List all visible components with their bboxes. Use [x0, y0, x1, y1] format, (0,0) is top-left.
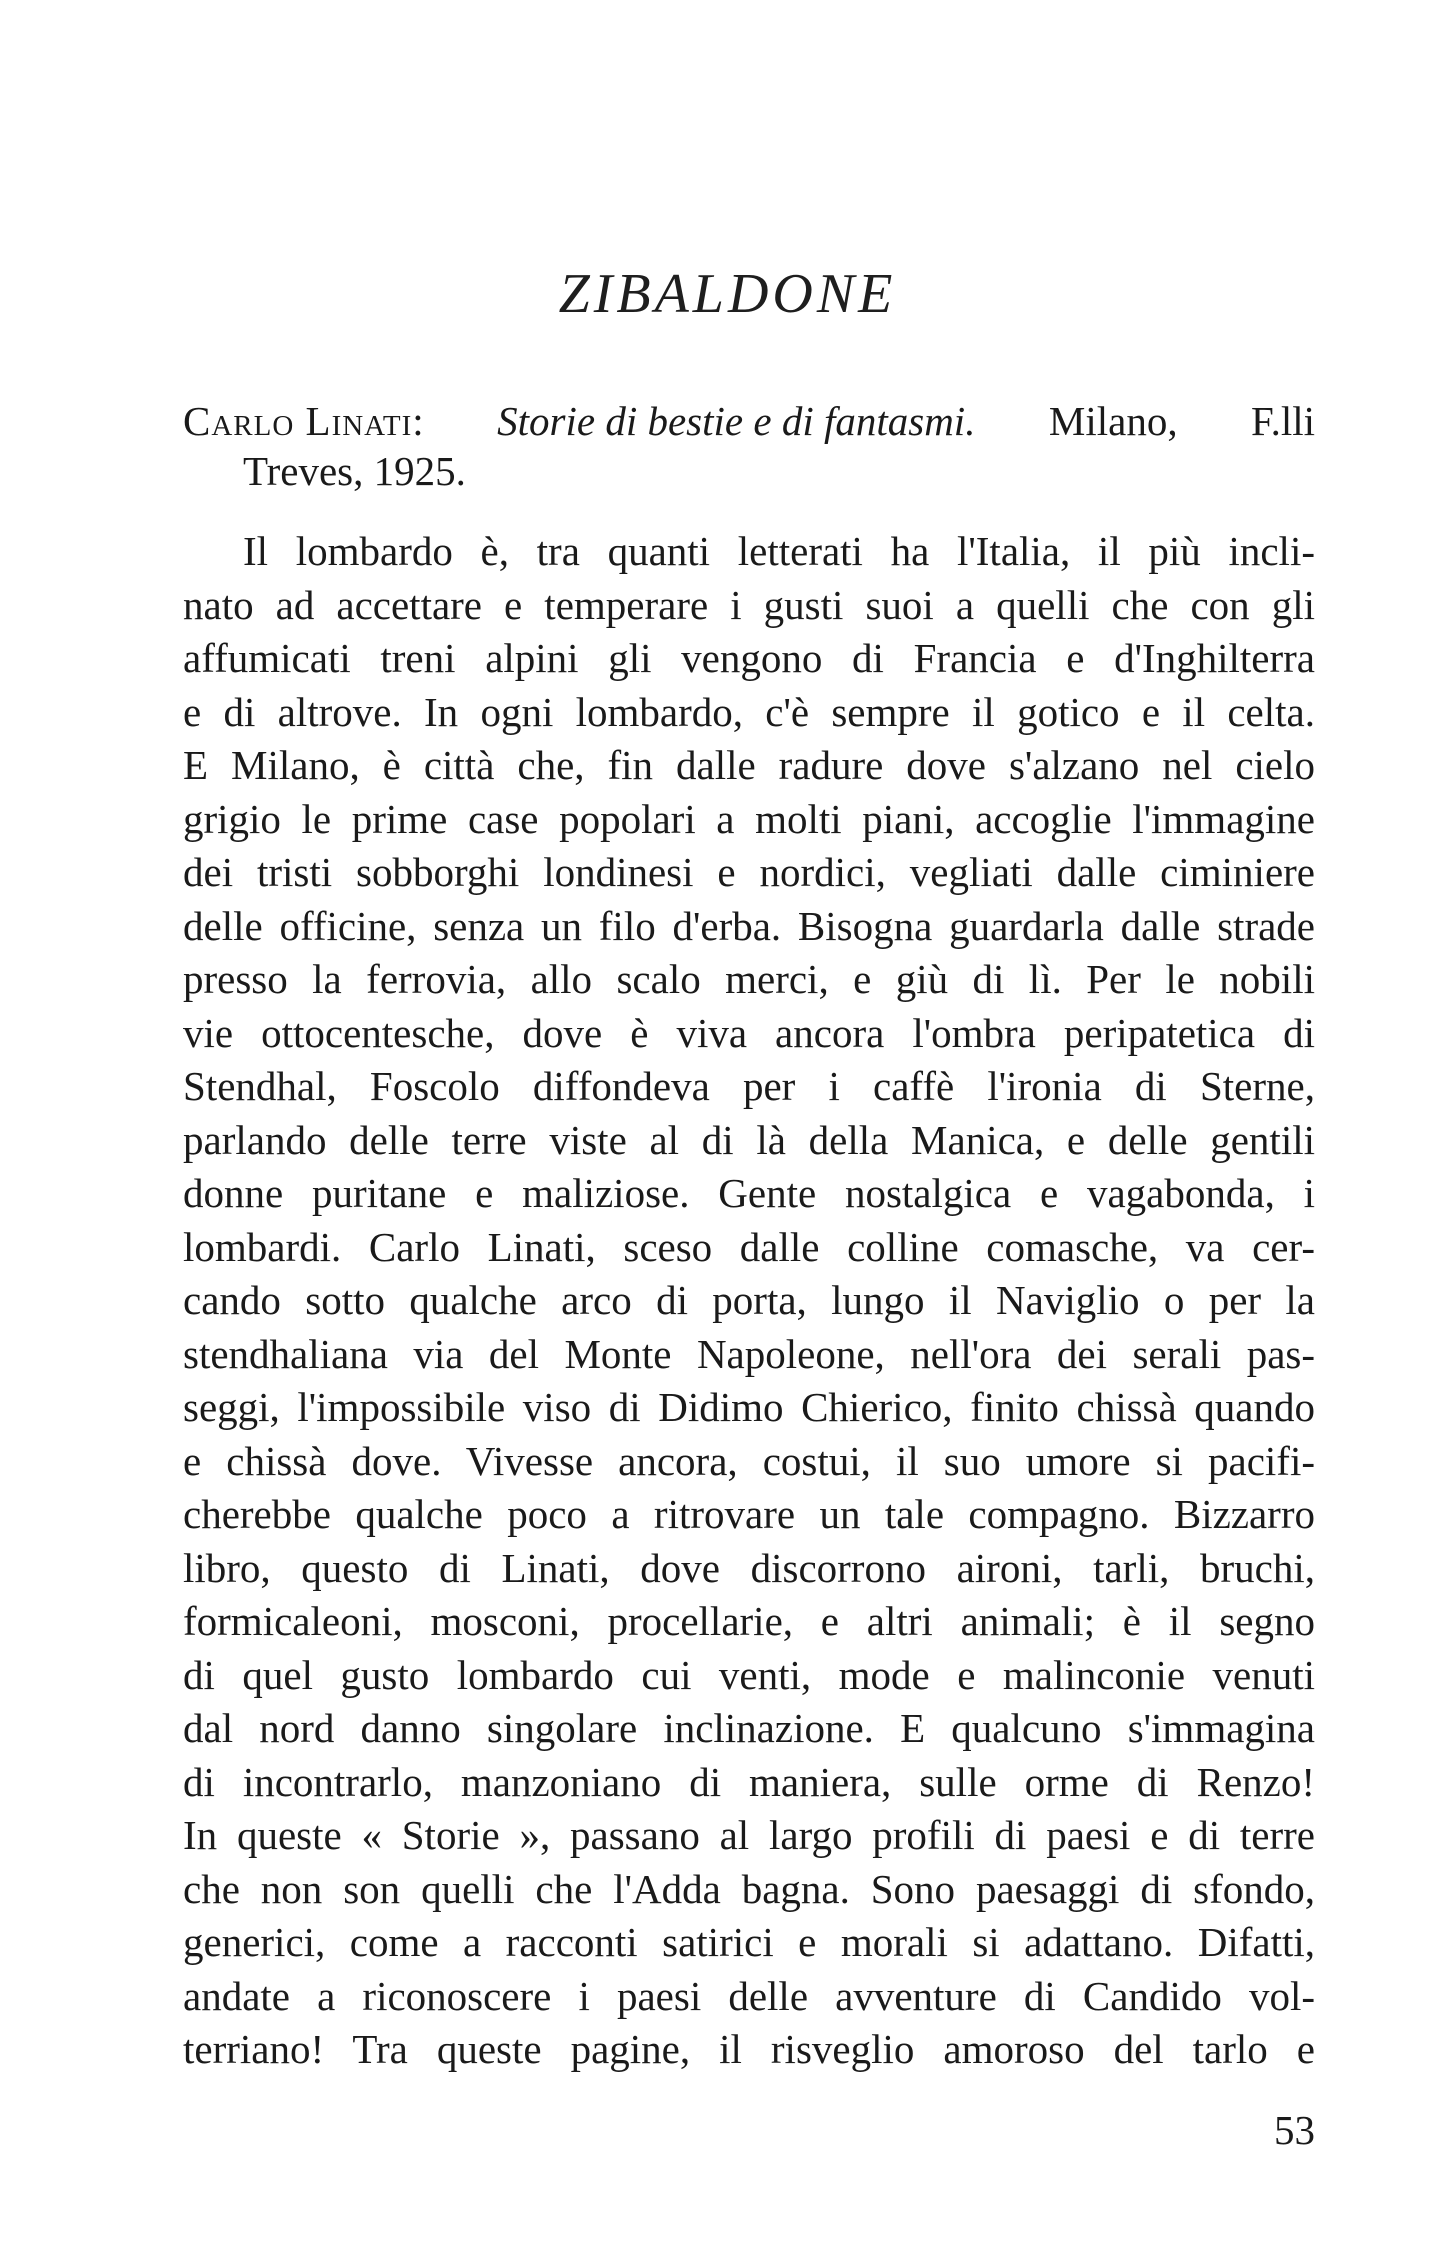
body-line: di incontrarlo, manzoniano di maniera, sulle orme di Renzo!	[183, 1758, 1315, 1805]
body-line: che non son quelli che l'Adda bagna. Sono paesaggi di sfondo,	[183, 1865, 1315, 1912]
citation-publisher-continued: Treves, 1925.	[243, 448, 466, 494]
body-line: andate a riconoscere i paesi delle avventure di Candido vol-	[183, 1972, 1315, 2019]
body-line: delle officine, senza un filo d'erba. Bisogna guardarla dalle strade	[183, 902, 1315, 949]
section-heading: ZIBALDONE	[558, 263, 897, 325]
body-line: In queste « Storie », passano al largo profili di paesi e di terre	[183, 1812, 1315, 1858]
body-line: parlando delle terre viste al di là della Manica, e delle gentili	[183, 1116, 1315, 1163]
body-line: cherebbe qualche poco a ritrovare un tale compagno. Bizzarro	[183, 1491, 1315, 1537]
body-line: cando sotto qualche arco di porta, lungo il Naviglio o per la	[183, 1277, 1315, 1323]
body-line: terriano! Tra queste pagine, il risveglio amoroso del tarlo e	[183, 2026, 1315, 2072]
body-line: grigio le prime case popolari a molti piani, accoglie l'immagine	[183, 795, 1315, 842]
citation-author: Carlo Linati	[183, 398, 413, 444]
body-line: nato ad accettare e temperare i gusti suoi a quelli che con gli	[183, 581, 1315, 628]
body-line: lombardi. Carlo Linati, sceso dalle colline comasche, va cer-	[183, 1223, 1315, 1270]
body-line: vie ottocentesche, dove è viva ancora l'ombra peripatetica di	[183, 1009, 1315, 1056]
body-line: donne puritane e maliziose. Gente nostalgica e vagabonda, i	[183, 1170, 1315, 1216]
citation-place: Milano,	[1048, 398, 1178, 444]
body-line: seggi, l'impossibile viso di Didimo Chierico, finito chissà quando	[183, 1384, 1315, 1430]
body-line: e chissà dove. Vivesse ancora, costui, il suo umore si pacifi-	[183, 1437, 1315, 1484]
page-number: 53	[1274, 2107, 1315, 2153]
body-line: Stendhal, Foscolo diffondeva per i caffè l'ironia di Sterne,	[183, 1063, 1315, 1109]
body-line: generici, come a racconti satirici e morali si adattano. Difatti,	[183, 1919, 1315, 1965]
body-line: libro, questo di Linati, dove discorrono aironi, tarli, bruchi,	[183, 1544, 1315, 1591]
body-line: E Milano, è città che, fin dalle radure dove s'alzano nel cielo	[183, 742, 1315, 788]
citation-publisher: F.lli	[1251, 398, 1315, 444]
book-citation	[183, 396, 1315, 496]
citation-book-title: Storie di bestie e di fantasmi.	[497, 398, 976, 444]
body-paragraph	[183, 525, 1315, 2077]
body-line: di quel gusto lombardo cui venti, mode e malinconie venuti	[183, 1651, 1315, 1698]
body-line: presso la ferrovia, allo scalo merci, e giù di lì. Per le nobili	[183, 956, 1315, 1002]
body-line: affumicati treni alpini gli vengono di Francia e d'Inghilterra	[183, 635, 1315, 681]
citation-separator: :	[412, 398, 424, 444]
body-line: e di altrove. In ogni lombardo, c'è sempre il gotico e il celta.	[183, 688, 1315, 735]
citation-line-1	[183, 396, 1315, 446]
citation-author-group	[183, 396, 424, 446]
body-line: Il lombardo è, tra quanti letterati ha l'Italia, il più incli-	[243, 528, 1315, 574]
body-line: formicaleoni, mosconi, procellarie, e altri animali; è il segno	[183, 1598, 1315, 1644]
body-line: dei tristi sobborghi londinesi e nordici, vegliati dalle ciminiere	[183, 849, 1315, 895]
body-line: dal nord danno singolare inclinazione. E qualcuno s'immagina	[183, 1705, 1315, 1751]
body-line: stendhaliana via del Monte Napoleone, nell'ora dei serali pas-	[183, 1330, 1315, 1377]
